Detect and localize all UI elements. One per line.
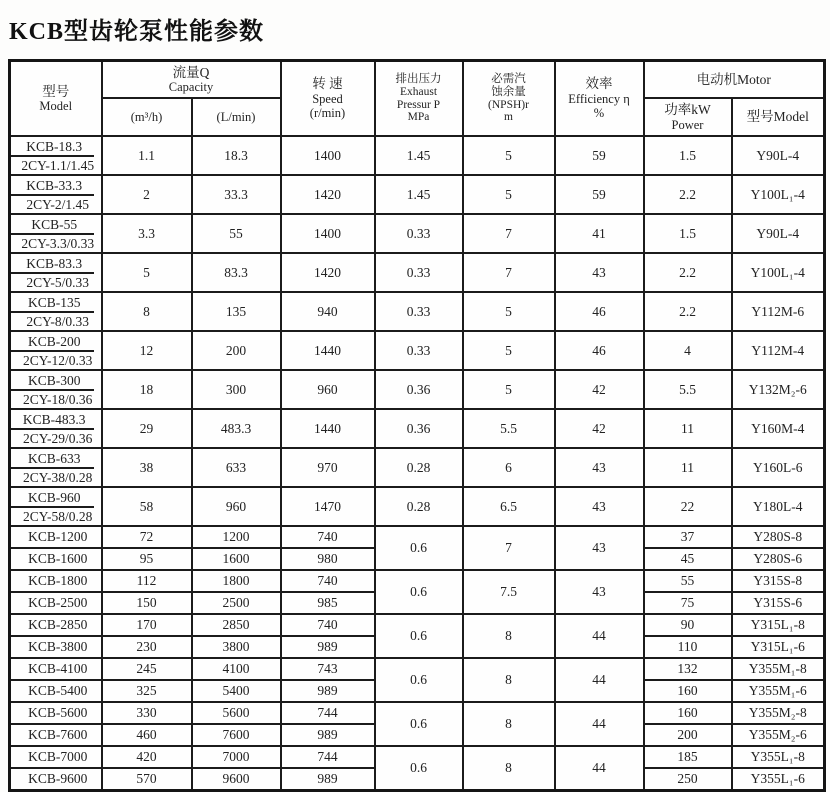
cell-capacity-m3h: 325 xyxy=(102,680,192,702)
cell-speed: 989 xyxy=(281,680,375,702)
model-2cy-label: 2CY-12/0.33 xyxy=(23,352,93,368)
cell-npsh: 8 xyxy=(463,702,555,746)
cell-model xyxy=(10,448,102,487)
cell-capacity-lmin: 55 xyxy=(192,214,281,253)
cell-npsh: 5 xyxy=(463,331,555,370)
cell-pressure: 0.33 xyxy=(375,292,463,331)
cell-model xyxy=(10,292,102,331)
cell-pressure: 0.6 xyxy=(375,526,463,570)
cell-efficiency: 44 xyxy=(555,658,644,702)
cell-power: 2.2 xyxy=(644,292,732,331)
cell-capacity-lmin: 960 xyxy=(192,487,281,526)
cell-power: 110 xyxy=(644,636,732,658)
cell-capacity-lmin: 2850 xyxy=(192,614,281,636)
cell-efficiency: 46 xyxy=(555,292,644,331)
cell-capacity-lmin: 7000 xyxy=(192,746,281,768)
cell-power: 1.5 xyxy=(644,136,732,175)
cell-motor-model: Y132M₂-6 xyxy=(732,370,825,409)
cell-speed: 1420 xyxy=(281,175,375,214)
cell-speed: 740 xyxy=(281,614,375,636)
cell-motor-model: Y355L₁-6 xyxy=(732,768,825,791)
header-npsh-cn1: 必需汽 xyxy=(491,72,526,85)
cell-power: 11 xyxy=(644,448,732,487)
cell-efficiency: 59 xyxy=(555,136,644,175)
cell-model: KCB-7000 xyxy=(10,746,102,768)
cell-capacity-m3h: 112 xyxy=(102,570,192,592)
cell-capacity-lmin: 5400 xyxy=(192,680,281,702)
cell-efficiency: 44 xyxy=(555,614,644,658)
cell-capacity-m3h: 18 xyxy=(102,370,192,409)
cell-capacity-lmin: 1800 xyxy=(192,570,281,592)
cell-motor-model: Y280S-8 xyxy=(732,526,825,548)
table-row xyxy=(10,253,825,292)
cell-power: 45 xyxy=(644,548,732,570)
cell-npsh: 8 xyxy=(463,746,555,791)
cell-capacity-lmin: 83.3 xyxy=(192,253,281,292)
cell-capacity-lmin: 300 xyxy=(192,370,281,409)
table-row xyxy=(10,292,825,331)
cell-npsh: 7 xyxy=(463,253,555,292)
cell-model xyxy=(10,370,102,409)
cell-capacity-m3h: 570 xyxy=(102,768,192,791)
cell-motor-model: Y160M-4 xyxy=(732,409,825,448)
header-npsh xyxy=(463,61,555,137)
cell-speed: 744 xyxy=(281,746,375,768)
cell-capacity-m3h: 38 xyxy=(102,448,192,487)
header-pressure-en2: Pressur P xyxy=(396,98,441,111)
model-2cy-label: 2CY-18/0.36 xyxy=(23,391,93,407)
cell-motor-model: Y100L₁-4 xyxy=(732,253,825,292)
table-row xyxy=(10,614,825,636)
table-row xyxy=(10,448,825,487)
header-speed xyxy=(281,61,375,137)
table-row xyxy=(10,526,825,548)
header-pressure-en1: Exhaust xyxy=(399,85,438,98)
model-kcb-label: KCB-200 xyxy=(11,333,94,352)
cell-model: KCB-4100 xyxy=(10,658,102,680)
header-unit-m3h-label: (m³/h) xyxy=(130,109,163,124)
cell-speed: 743 xyxy=(281,658,375,680)
header-pressure-unit: MPa xyxy=(407,111,430,124)
cell-power: 4 xyxy=(644,331,732,370)
cell-speed: 989 xyxy=(281,636,375,658)
header-motor-model-label: 型号Model xyxy=(746,109,809,125)
cell-efficiency: 44 xyxy=(555,746,644,791)
header-model-en: Model xyxy=(39,99,73,114)
cell-capacity-m3h: 330 xyxy=(102,702,192,724)
table-row xyxy=(10,746,825,768)
header-unit-lmin-label: (L/min) xyxy=(216,109,256,124)
model-kcb-label: KCB-300 xyxy=(11,372,94,391)
header-efficiency-cn: 效率 xyxy=(585,76,613,92)
cell-efficiency: 43 xyxy=(555,448,644,487)
cell-capacity-m3h: 72 xyxy=(102,526,192,548)
cell-capacity-m3h: 3.3 xyxy=(102,214,192,253)
cell-power: 22 xyxy=(644,487,732,526)
cell-speed: 740 xyxy=(281,526,375,548)
cell-capacity-lmin: 483.3 xyxy=(192,409,281,448)
cell-capacity-m3h: 1.1 xyxy=(102,136,192,175)
cell-capacity-lmin: 3800 xyxy=(192,636,281,658)
cell-model: KCB-5400 xyxy=(10,680,102,702)
cell-model: KCB-5600 xyxy=(10,702,102,724)
cell-speed: 985 xyxy=(281,592,375,614)
cell-speed: 740 xyxy=(281,570,375,592)
cell-efficiency: 59 xyxy=(555,175,644,214)
model-kcb-label: KCB-483.3 xyxy=(11,411,94,430)
cell-motor-model: Y355M₁-6 xyxy=(732,680,825,702)
cell-power: 132 xyxy=(644,658,732,680)
cell-efficiency: 46 xyxy=(555,331,644,370)
cell-model xyxy=(10,175,102,214)
header-speed-en: Speed xyxy=(312,91,343,106)
table-row xyxy=(10,136,825,175)
table-row xyxy=(10,331,825,370)
cell-motor-model: Y315L₁-6 xyxy=(732,636,825,658)
cell-capacity-m3h: 460 xyxy=(102,724,192,746)
cell-npsh: 7 xyxy=(463,526,555,570)
cell-npsh: 6 xyxy=(463,448,555,487)
cell-efficiency: 41 xyxy=(555,214,644,253)
cell-motor-model: Y355L₁-8 xyxy=(732,746,825,768)
page-title: KCB型齿轮泵性能参数 xyxy=(9,19,265,45)
header-capacity xyxy=(102,61,281,99)
cell-capacity-m3h: 5 xyxy=(102,253,192,292)
table-row xyxy=(10,175,825,214)
cell-model: KCB-1600 xyxy=(10,548,102,570)
cell-speed: 970 xyxy=(281,448,375,487)
header-npsh-cn2: 蚀余量 xyxy=(491,85,526,98)
header-npsh-unit: m xyxy=(504,111,513,124)
cell-efficiency: 43 xyxy=(555,570,644,614)
header-power-en: Power xyxy=(671,117,704,132)
header-motor-group xyxy=(644,61,825,99)
cell-power: 55 xyxy=(644,570,732,592)
model-2cy-label: 2CY-3.3/0.33 xyxy=(21,235,95,251)
cell-power: 5.5 xyxy=(644,370,732,409)
cell-capacity-lmin: 1600 xyxy=(192,548,281,570)
cell-motor-model: Y112M-4 xyxy=(732,331,825,370)
cell-pressure: 1.45 xyxy=(375,136,463,175)
cell-capacity-lmin: 633 xyxy=(192,448,281,487)
pump-spec-table xyxy=(8,59,826,792)
cell-model: KCB-1800 xyxy=(10,570,102,592)
cell-capacity-lmin: 7600 xyxy=(192,724,281,746)
cell-motor-model: Y112M-6 xyxy=(732,292,825,331)
cell-efficiency: 42 xyxy=(555,370,644,409)
cell-speed: 989 xyxy=(281,724,375,746)
cell-motor-model: Y355M₂-6 xyxy=(732,724,825,746)
cell-model xyxy=(10,214,102,253)
cell-speed: 989 xyxy=(281,768,375,791)
cell-power: 11 xyxy=(644,409,732,448)
cell-motor-model: Y90L-4 xyxy=(732,136,825,175)
cell-capacity-m3h: 12 xyxy=(102,331,192,370)
model-2cy-label: 2CY-8/0.33 xyxy=(26,313,90,329)
cell-npsh: 6.5 xyxy=(463,487,555,526)
model-2cy-label: 2CY-5/0.33 xyxy=(26,274,90,290)
table-row xyxy=(10,214,825,253)
cell-model: KCB-3800 xyxy=(10,636,102,658)
cell-power: 1.5 xyxy=(644,214,732,253)
cell-model: KCB-2500 xyxy=(10,592,102,614)
cell-npsh: 8 xyxy=(463,658,555,702)
cell-model xyxy=(10,253,102,292)
cell-power: 2.2 xyxy=(644,253,732,292)
cell-capacity-m3h: 245 xyxy=(102,658,192,680)
cell-npsh: 5 xyxy=(463,175,555,214)
cell-motor-model: Y160L-6 xyxy=(732,448,825,487)
model-kcb-label: KCB-960 xyxy=(11,489,94,508)
cell-model: KCB-1200 xyxy=(10,526,102,548)
model-2cy-label: 2CY-1.1/1.45 xyxy=(21,157,95,173)
cell-pressure: 0.33 xyxy=(375,331,463,370)
model-2cy-label: 2CY-29/0.36 xyxy=(23,430,93,446)
cell-npsh: 7 xyxy=(463,214,555,253)
cell-motor-model: Y90L-4 xyxy=(732,214,825,253)
model-kcb-label: KCB-83.3 xyxy=(11,255,94,274)
cell-speed: 1420 xyxy=(281,253,375,292)
header-efficiency-en: Efficiency η xyxy=(568,91,630,106)
table-row xyxy=(10,487,825,526)
cell-efficiency: 43 xyxy=(555,487,644,526)
cell-capacity-m3h: 230 xyxy=(102,636,192,658)
cell-speed: 960 xyxy=(281,370,375,409)
header-efficiency-unit: % xyxy=(593,106,605,121)
cell-speed: 1400 xyxy=(281,136,375,175)
cell-model: KCB-2850 xyxy=(10,614,102,636)
lower-rows-section xyxy=(10,526,825,791)
cell-capacity-m3h: 2 xyxy=(102,175,192,214)
cell-power: 160 xyxy=(644,680,732,702)
header-capacity-en: Capacity xyxy=(168,80,214,95)
cell-pressure: 0.28 xyxy=(375,487,463,526)
cell-npsh: 5 xyxy=(463,136,555,175)
cell-speed: 744 xyxy=(281,702,375,724)
cell-power: 37 xyxy=(644,526,732,548)
cell-motor-model: Y280S-6 xyxy=(732,548,825,570)
model-kcb-label: KCB-55 xyxy=(11,216,94,235)
cell-motor-model: Y315S-6 xyxy=(732,592,825,614)
cell-capacity-lmin: 18.3 xyxy=(192,136,281,175)
cell-pressure: 0.36 xyxy=(375,370,463,409)
header-motor-model xyxy=(732,98,825,136)
cell-npsh: 5.5 xyxy=(463,409,555,448)
cell-motor-model: Y355M₂-8 xyxy=(732,702,825,724)
table-row xyxy=(10,702,825,724)
cell-capacity-lmin: 200 xyxy=(192,331,281,370)
cell-npsh: 5 xyxy=(463,370,555,409)
cell-power: 250 xyxy=(644,768,732,791)
table-row xyxy=(10,570,825,592)
cell-motor-model: Y180L-4 xyxy=(732,487,825,526)
upper-rows-section xyxy=(10,136,825,526)
table-header xyxy=(10,61,825,137)
cell-efficiency: 44 xyxy=(555,702,644,746)
cell-power: 2.2 xyxy=(644,175,732,214)
cell-pressure: 1.45 xyxy=(375,175,463,214)
cell-speed: 980 xyxy=(281,548,375,570)
table-row xyxy=(10,409,825,448)
cell-capacity-m3h: 170 xyxy=(102,614,192,636)
cell-motor-model: Y315L₁-8 xyxy=(732,614,825,636)
cell-pressure: 0.6 xyxy=(375,614,463,658)
cell-model xyxy=(10,409,102,448)
header-speed-unit: (r/min) xyxy=(309,106,346,121)
cell-power: 200 xyxy=(644,724,732,746)
header-power xyxy=(644,98,732,136)
cell-pressure: 0.33 xyxy=(375,253,463,292)
header-unit-m3h xyxy=(102,98,192,136)
header-speed-cn: 转 速 xyxy=(312,76,343,92)
header-unit-lmin xyxy=(192,98,281,136)
cell-speed: 1470 xyxy=(281,487,375,526)
cell-capacity-lmin: 135 xyxy=(192,292,281,331)
header-npsh-en: (NPSH)r xyxy=(488,98,529,111)
cell-speed: 1440 xyxy=(281,331,375,370)
cell-capacity-m3h: 420 xyxy=(102,746,192,768)
cell-npsh: 7.5 xyxy=(463,570,555,614)
model-kcb-label: KCB-33.3 xyxy=(11,177,94,196)
header-pressure xyxy=(375,61,463,137)
header-power-cn: 功率kW xyxy=(664,102,711,118)
cell-motor-model: Y100L₁-4 xyxy=(732,175,825,214)
cell-model xyxy=(10,136,102,175)
header-pressure-cn: 排出压力 xyxy=(395,72,442,85)
cell-speed: 940 xyxy=(281,292,375,331)
cell-pressure: 0.6 xyxy=(375,702,463,746)
cell-capacity-lmin: 1200 xyxy=(192,526,281,548)
cell-model: KCB-7600 xyxy=(10,724,102,746)
header-model-cn: 型号 xyxy=(42,83,70,99)
cell-power: 90 xyxy=(644,614,732,636)
cell-capacity-lmin: 4100 xyxy=(192,658,281,680)
cell-pressure: 0.6 xyxy=(375,570,463,614)
model-kcb-label: KCB-135 xyxy=(11,294,94,313)
cell-npsh: 5 xyxy=(463,292,555,331)
cell-pressure: 0.6 xyxy=(375,746,463,791)
cell-pressure: 0.33 xyxy=(375,214,463,253)
cell-power: 75 xyxy=(644,592,732,614)
cell-capacity-m3h: 8 xyxy=(102,292,192,331)
model-2cy-label: 2CY-38/0.28 xyxy=(23,469,93,485)
cell-power: 160 xyxy=(644,702,732,724)
cell-pressure: 0.28 xyxy=(375,448,463,487)
cell-model xyxy=(10,331,102,370)
cell-efficiency: 43 xyxy=(555,253,644,292)
model-kcb-label: KCB-633 xyxy=(11,450,94,469)
cell-capacity-lmin: 2500 xyxy=(192,592,281,614)
cell-model: KCB-9600 xyxy=(10,768,102,791)
header-model xyxy=(10,61,102,137)
model-2cy-label: 2CY-2/1.45 xyxy=(26,196,90,212)
cell-speed: 1400 xyxy=(281,214,375,253)
cell-capacity-lmin: 5600 xyxy=(192,702,281,724)
cell-capacity-lmin: 33.3 xyxy=(192,175,281,214)
cell-speed: 1440 xyxy=(281,409,375,448)
header-motor-group-label: 电动机Motor xyxy=(696,71,771,87)
cell-npsh: 8 xyxy=(463,614,555,658)
model-2cy-label: 2CY-58/0.28 xyxy=(23,508,93,524)
header-efficiency xyxy=(555,61,644,137)
cell-model xyxy=(10,487,102,526)
cell-motor-model: Y315S-8 xyxy=(732,570,825,592)
cell-power: 185 xyxy=(644,746,732,768)
table-row xyxy=(10,370,825,409)
cell-pressure: 0.6 xyxy=(375,658,463,702)
cell-capacity-m3h: 150 xyxy=(102,592,192,614)
cell-capacity-lmin: 9600 xyxy=(192,768,281,791)
cell-capacity-m3h: 95 xyxy=(102,548,192,570)
cell-pressure: 0.36 xyxy=(375,409,463,448)
cell-motor-model: Y355M₁-8 xyxy=(732,658,825,680)
model-kcb-label: KCB-18.3 xyxy=(11,138,94,157)
cell-efficiency: 43 xyxy=(555,526,644,570)
cell-capacity-m3h: 29 xyxy=(102,409,192,448)
cell-efficiency: 42 xyxy=(555,409,644,448)
header-capacity-cn: 流量Q xyxy=(172,64,210,80)
cell-capacity-m3h: 58 xyxy=(102,487,192,526)
table-row xyxy=(10,658,825,680)
